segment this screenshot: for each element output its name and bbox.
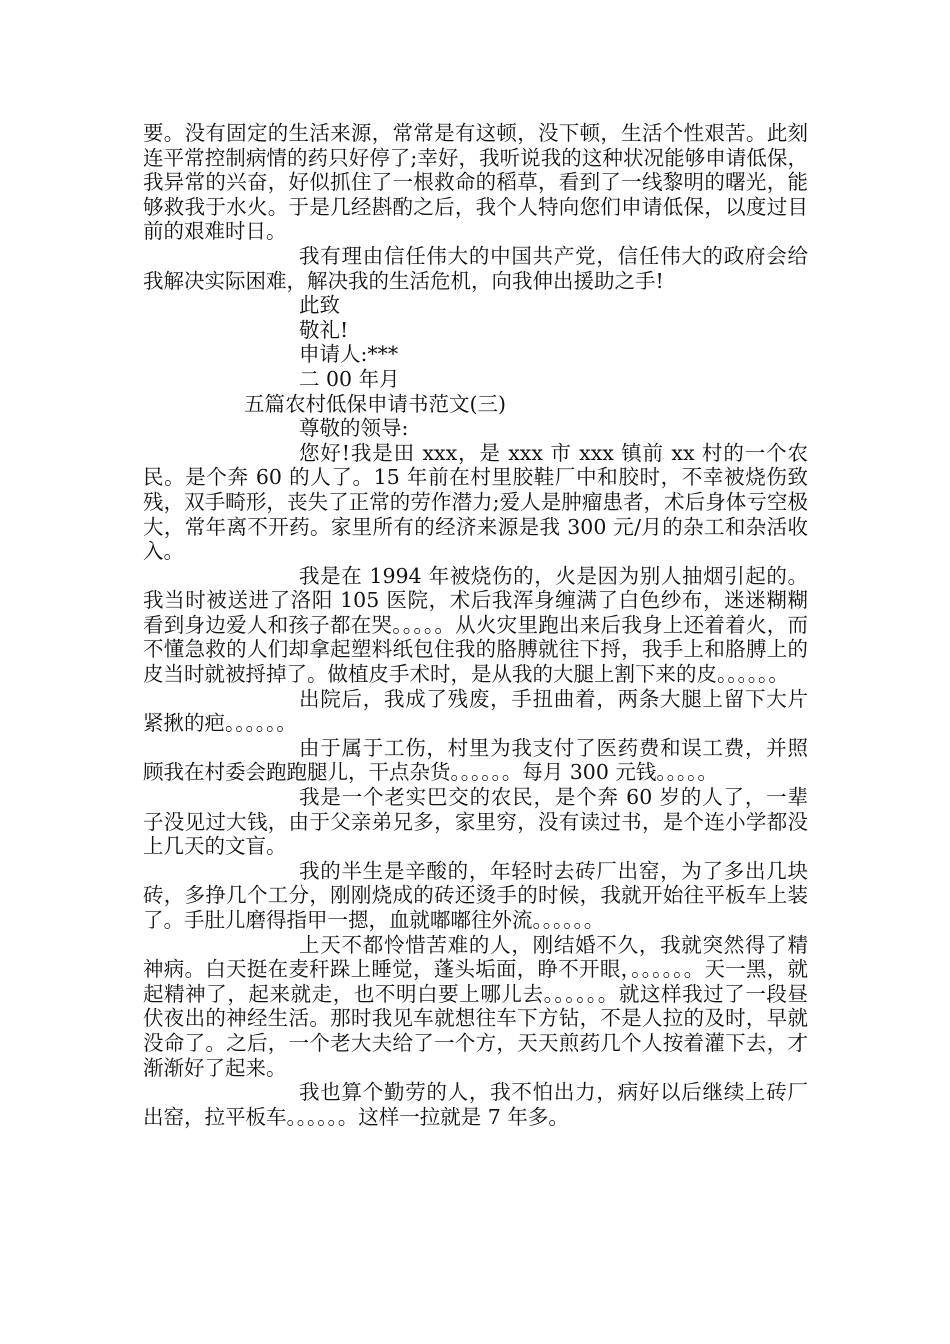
closing-salutation: 此致 [299,293,340,318]
paragraph-illness: 上天不都怜惜苦难的人，刚结婚不久，我就突然得了精神病。白天挺在麦秆跺上睡觉，蓬头垢面，睁不开眼，。。。。。。天一黑，就起精神了，起来就走，也不明白要上哪儿去。。。。。。就这样我过了一段昼伏夜出的神经生活。那时我见车就想往车下方钻，不是人拉的及时，早就没命了。之后，一个老大夫给了一个方，天天煎药几个人按着灌下去，才渐渐好了起来。 [143,932,808,1080]
paragraph-flow: 要。没有固定的生活来源，常常是有这顿，没下顿，生活个性艰苦。此刻连平常控制病情的药只好停了;幸好，我听说我的这种状况能够申请低保，我异常的兴奋，好似抓住了一根救命的稻草，看到了一线黎明的曙光，能够救我于水火。于是几经斟酌之后，我个人特向您们申请低保，以度过目前的艰难时日。 [143,121,808,244]
paragraph-injury-pay: 由于属于工伤，村里为我支付了医药费和误工费，并照顾我在村委会跑跑腿儿，干点杂货。。。。。。每月 300 元钱。。。。。 [143,735,808,785]
paragraph-trust: 我有理由信任伟大的中国共产党，信任伟大的政府会给我解决实际困难，解决我的生活危机，向我伸出援助之手! [143,243,808,293]
section-title: 五篇农村低保申请书范文(三) [244,391,506,416]
paragraph-diligent: 我也算个勤劳的人，我不怕出力，病好以后继续上砖厂出窑，拉平板车。。。。。。这样一拉就是 7 年多。 [143,1080,808,1129]
paragraph-brickyard: 我的半生是辛酸的，年轻时去砖厂出窑，为了多出几块砖，多挣几个工分，刚刚烧成的砖还烫手的时候，我就开始往平板车上装了。手肚儿磨得指甲一摁，血就嘟嘟往外流。。。。。。 [143,858,808,932]
paragraph-burn: 我是在 1994 年被烧伤的，火是因为别人抽烟引起的。我当时被送进了洛阳 105 医院，术后我浑身缠满了白色纱布，迷迷糊糊看到身边爱人和孩子都在哭。。。。。从火灾里跑出来后我身上还着着火，而不懂急救的人们却拿起塑料纸包住我的胳膊就往下捋，我手上和胳膊上的皮当时就被捋掉了。做植皮手术时，是从我的大腿上割下来的皮。。。。。。 [143,563,808,687]
date-line: 二 00 年月 [299,366,400,391]
paragraph-farmer: 我是一个老实巴交的农民，是个奔 60 岁的人了，一辈子没见过大钱，由于父亲弟兄多，家里穷，没有读过书，是个连小学都没上几天的文盲。 [143,785,808,859]
applicant-line: 申请人:*** [299,342,399,367]
closing-regards: 敬礼! [299,317,349,342]
document-page [143,121,808,1129]
paragraph-intro: 您好!我是田 xxx，是 xxx 市 xxx 镇前 xx 村的一个农民。是个奔 60 的人了。15 年前在村里胶鞋厂中和胶时，不幸被烧伤致残，双手畸形，丧失了正常的劳作潜力;爱人是肿瘤患者，术后身体亏空极大，常年离不开药。家里所有的经济来源是我 300 元/月的杂工和杂活收入。 [143,440,808,564]
paragraph-discharge: 出院后，我成了残废，手扭曲着，两条大腿上留下大片紧揪的疤。。。。。。 [143,686,808,736]
greeting-line: 尊敬的领导: [299,416,409,441]
